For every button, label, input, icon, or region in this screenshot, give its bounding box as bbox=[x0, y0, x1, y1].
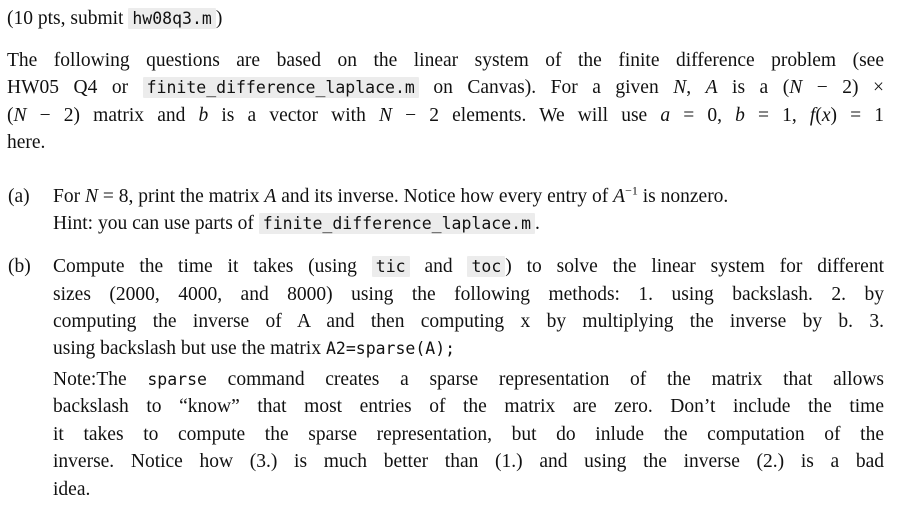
note-line-4 bbox=[53, 449, 884, 475]
var-N: N bbox=[378, 105, 392, 126]
var-A: A bbox=[705, 77, 718, 98]
part-b-text-4a: using backslash but use the matrix bbox=[53, 338, 326, 359]
header-suffix: ) bbox=[215, 8, 223, 29]
intro-text-3b: − 2) matrix and bbox=[26, 105, 199, 126]
intro-text-3d: − 2 elements. We will use bbox=[392, 105, 661, 126]
intro-text-2c: , bbox=[686, 77, 706, 98]
var-N: N bbox=[84, 186, 98, 207]
header-prefix: (10 pts, submit bbox=[7, 8, 129, 29]
part-b-line-2 bbox=[53, 282, 884, 308]
note-line-3 bbox=[53, 422, 884, 448]
part-a-line-2 bbox=[53, 211, 540, 237]
part-a-text-2b: . bbox=[535, 213, 540, 234]
problem-header bbox=[7, 6, 222, 32]
var-A: A bbox=[264, 186, 277, 207]
intro-line-4 bbox=[7, 130, 45, 156]
note-line-5 bbox=[53, 477, 90, 503]
var-f: f bbox=[809, 105, 816, 126]
part-a-code-filename: finite_difference_laplace.m bbox=[259, 213, 535, 234]
header-filename: hw08q3.m bbox=[128, 8, 215, 29]
intro-text-1: The following questions are based on the linear system of the finite difference problem (see bbox=[7, 50, 884, 71]
part-a-text-1c: and its inverse. Notice how every entry of bbox=[276, 186, 614, 207]
intro-line-3 bbox=[7, 103, 884, 129]
note-line-1 bbox=[53, 367, 884, 393]
inverse-superscript: −1 bbox=[625, 183, 638, 198]
part-b-line-4 bbox=[53, 336, 455, 362]
var-b: b bbox=[198, 105, 209, 126]
intro-text-3h: ) = 1 bbox=[830, 105, 885, 126]
part-a-text-1b: = 8, print the matrix bbox=[97, 186, 265, 207]
part-a-label: (a) bbox=[8, 186, 30, 207]
intro-text-4: here. bbox=[7, 132, 46, 153]
intro-text-3c: is a vector with bbox=[208, 105, 379, 126]
note-text-1a: Note:The bbox=[53, 369, 148, 390]
var-N: N bbox=[13, 105, 27, 126]
intro-text-3g: ( bbox=[815, 105, 822, 126]
intro-line-2 bbox=[7, 75, 884, 101]
var-N: N bbox=[673, 77, 687, 98]
intro-text-3e: = 0, bbox=[670, 105, 736, 126]
part-a-text-2a: Hint: you can use parts of bbox=[53, 213, 259, 234]
part-b-line-1 bbox=[53, 254, 884, 280]
part-b-text-1a: Compute the time it takes (using bbox=[53, 256, 372, 277]
intro-code-filename: finite_difference_laplace.m bbox=[143, 77, 419, 98]
intro-text-3f: = 1, bbox=[744, 105, 810, 126]
part-b-label: (b) bbox=[8, 256, 31, 277]
var-b: b bbox=[735, 105, 745, 126]
part-b-text-1b: and bbox=[409, 256, 468, 277]
intro-text-2d: is a ( bbox=[717, 77, 790, 98]
var-N: N bbox=[789, 77, 803, 98]
note-text-3: it takes to compute the sparse representation, but do inlude the computation of the bbox=[53, 424, 884, 445]
note-text-1b: command creates a sparse representation of the matrix that allows bbox=[206, 369, 884, 390]
intro-text-2e: − 2) × bbox=[802, 77, 884, 98]
var-A: A bbox=[613, 186, 626, 207]
part-b-text-1c: ) to solve the linear system for different bbox=[505, 256, 884, 277]
part-b-line-3 bbox=[53, 309, 884, 335]
intro-text-3a: ( bbox=[7, 105, 14, 126]
part-a-text-1d: is nonzero. bbox=[637, 186, 729, 207]
code-sparse-assignment: A2=sparse(A); bbox=[325, 339, 456, 358]
intro-text-2a: HW05 Q4 or bbox=[7, 77, 143, 98]
var-x: x bbox=[821, 105, 831, 126]
part-b-text-2: sizes (2000, 4000, and 8000) using the following methods: 1. using backslash. 2. by bbox=[53, 284, 884, 305]
note-line-2 bbox=[53, 394, 884, 420]
intro-line-1 bbox=[7, 48, 884, 74]
code-sparse: sparse bbox=[147, 370, 207, 389]
note-text-2: backslash to “know” that most entries of the matrix are zero. Don’t include the time bbox=[53, 396, 884, 417]
part-a-text-1a: For bbox=[53, 186, 85, 207]
intro-text-2b: on Canvas). For a given bbox=[418, 77, 674, 98]
var-a: a bbox=[660, 105, 671, 126]
part-a-line-1 bbox=[53, 184, 728, 210]
code-tic: tic bbox=[372, 256, 410, 277]
note-text-4: inverse. Notice how (3.) is much better than (1.) and using the inverse (2.) is a bad bbox=[53, 451, 884, 472]
part-b-text-3: computing the inverse of A and then computing x by multiplying the inverse by b. 3. bbox=[53, 311, 884, 332]
note-text-5: idea. bbox=[53, 479, 91, 500]
code-toc: toc bbox=[467, 256, 505, 277]
